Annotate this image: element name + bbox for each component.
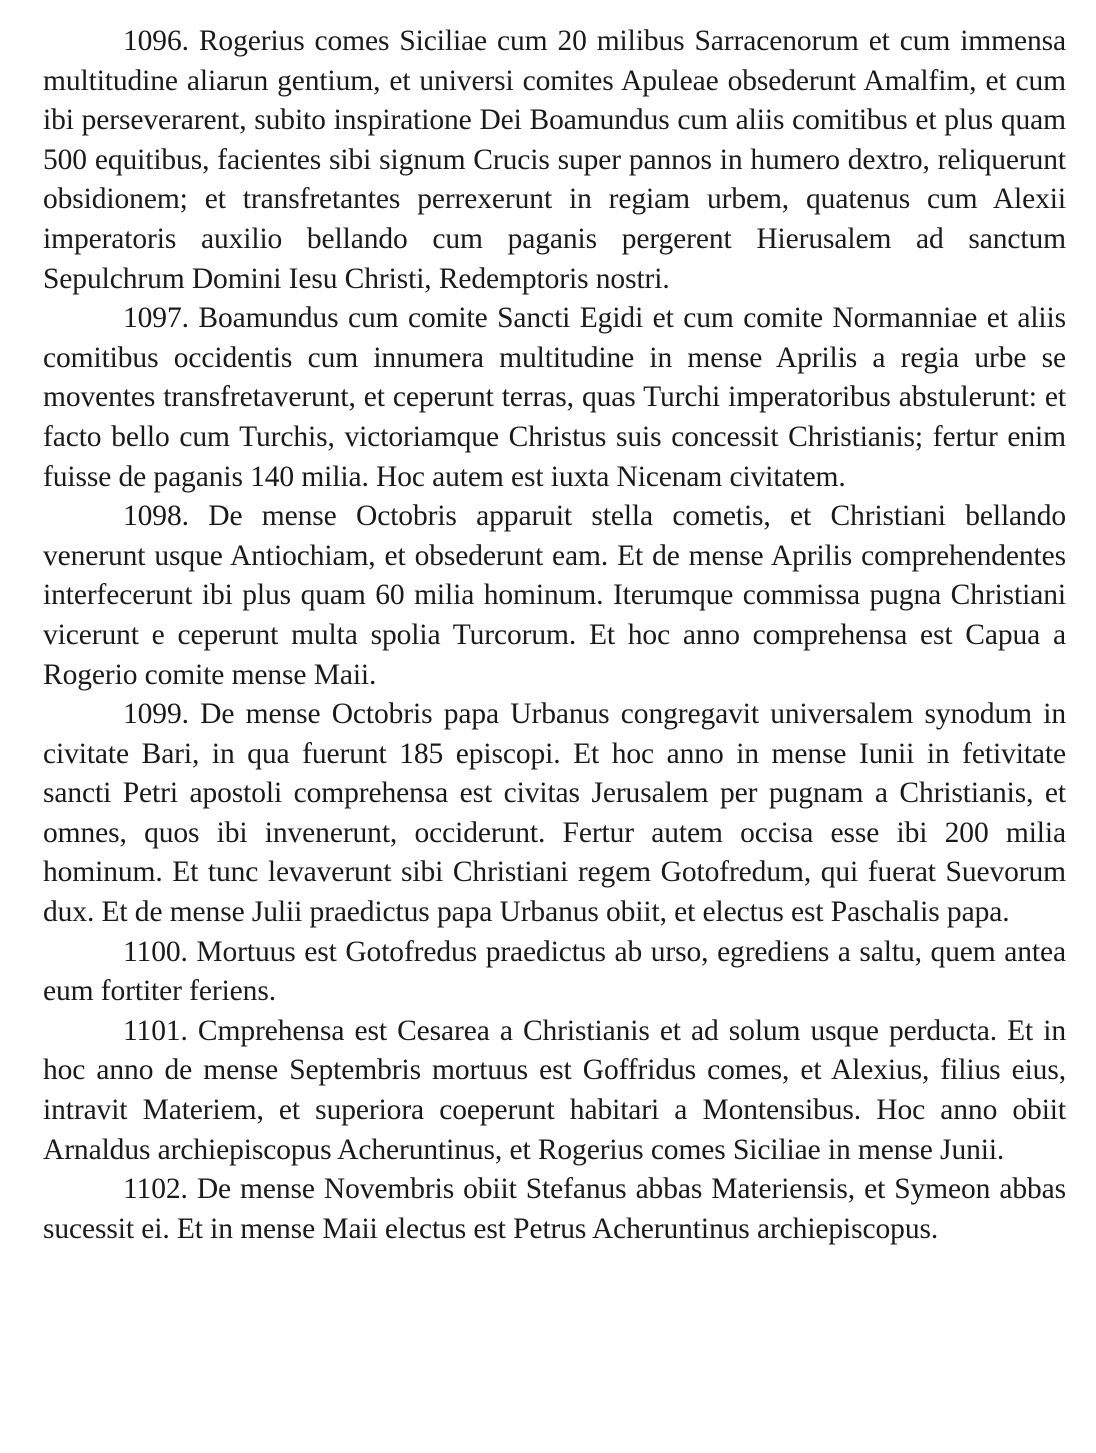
entry-text: Rogerius comes Siciliae cum 20 milibus Sarracenorum et cum immensa multitudine aliarun gentium, et universi comites Apuleae obsederunt Amalfim, et cum ibi perseverarent, subito inspiratione Dei Boamundus cum aliis comitibus et plus quam 500 equitibus, facientes sibi signum Crucis super pannos in humero dextro, reliquerunt obsidionem; et transfretantes perrexerunt in regiam urbem, quatenus cum Alexii imperatoris auxilio bellando cum paganis pergerent Hierusalem ad sanctum Sepulchrum Domini Iesu Christi, Redemptoris nostri. — [43, 25, 1066, 295]
annal-entry-1100 — [43, 933, 1066, 1012]
entry-text: De mense Novembris obiit Stefanus abbas Materiensis, et Symeon abbas sucessit ei. Et in mense Maii electus est Petrus Acheruntinus archiepiscopus. — [43, 1173, 1066, 1245]
entry-year: 1098. — [123, 500, 189, 533]
annal-entry-1102 — [43, 1170, 1066, 1249]
annal-entry-1098 — [43, 497, 1066, 695]
entry-year: 1101. — [123, 1014, 188, 1047]
entry-text: Boamundus cum comite Sancti Egidi et cum comite Normanniae et aliis comitibus occidentis cum innumera multitudine in mense Aprilis a regia urbe se moventes transfretaverunt, et ceperunt terras, quas Turchi imperatoribus abstulerunt: et facto bello cum Turchis, victoriamque Christus suis concessit Christianis; fertur enim fuisse de paganis 140 milia. Hoc autem est iuxta Nicenam civitatem. — [43, 302, 1066, 493]
annal-entry-1101 — [43, 1012, 1066, 1170]
annal-entry-1097 — [43, 299, 1066, 497]
entry-year: 1100. — [123, 935, 188, 968]
annal-entry-1099 — [43, 695, 1066, 933]
entry-year: 1096. — [123, 25, 189, 57]
entry-year: 1102. — [123, 1173, 188, 1206]
entry-year: 1097. — [123, 302, 189, 335]
entry-text: Mortuus est Gotofredus praedictus ab urso, egrediens a saltu, quem antea eum fortiter feriens. — [43, 935, 1066, 1008]
entry-year: 1099. — [123, 698, 189, 731]
annal-entry-1096 — [43, 22, 1066, 299]
entry-text: De mense Octobris apparuit stella cometis, et Christiani bellando venerunt usque Antiochiam, et obsederunt eam. Et de mense Aprilis comprehendentes interfecerunt ibi plus quam 60 milia hominum. Iterumque commissa pugna Christiani vicerunt e ceperunt multa spolia Turcorum. Et hoc anno comprehensa est Capua a Rogerio comite mense Maii. — [43, 500, 1066, 691]
entry-text: Cmprehensa est Cesarea a Christianis et ad solum usque perducta. Et in hoc anno de mense Septembris mortuus est Goffridus comes, et Alexius, filius eius, intravit Materiem, et superiora coeperunt habitari a Montensibus. Hoc anno obiit Arnaldus archiepiscopus Acheruntinus, et Rogerius comes Siciliae in mense Junii. — [43, 1014, 1066, 1166]
entry-text: De mense Octobris papa Urbanus congregavit universalem synodum in civitate Bari, in qua fuerunt 185 episcopi. Et hoc anno in mense Iunii in fetivitate sancti Petri apostoli comprehensa est civitas Jerusalem per pugnam a Christianis, et omnes, quos ibi invenerunt, occiderunt. Fertur autem occisa esse ibi 200 milia hominum. Et tunc levaverunt sibi Christiani regem Gotofredum, qui fuerat Suevorum dux. Et de mense Julii praedictus papa Urbanus obiit, et electus est Paschalis papa. — [43, 698, 1066, 929]
